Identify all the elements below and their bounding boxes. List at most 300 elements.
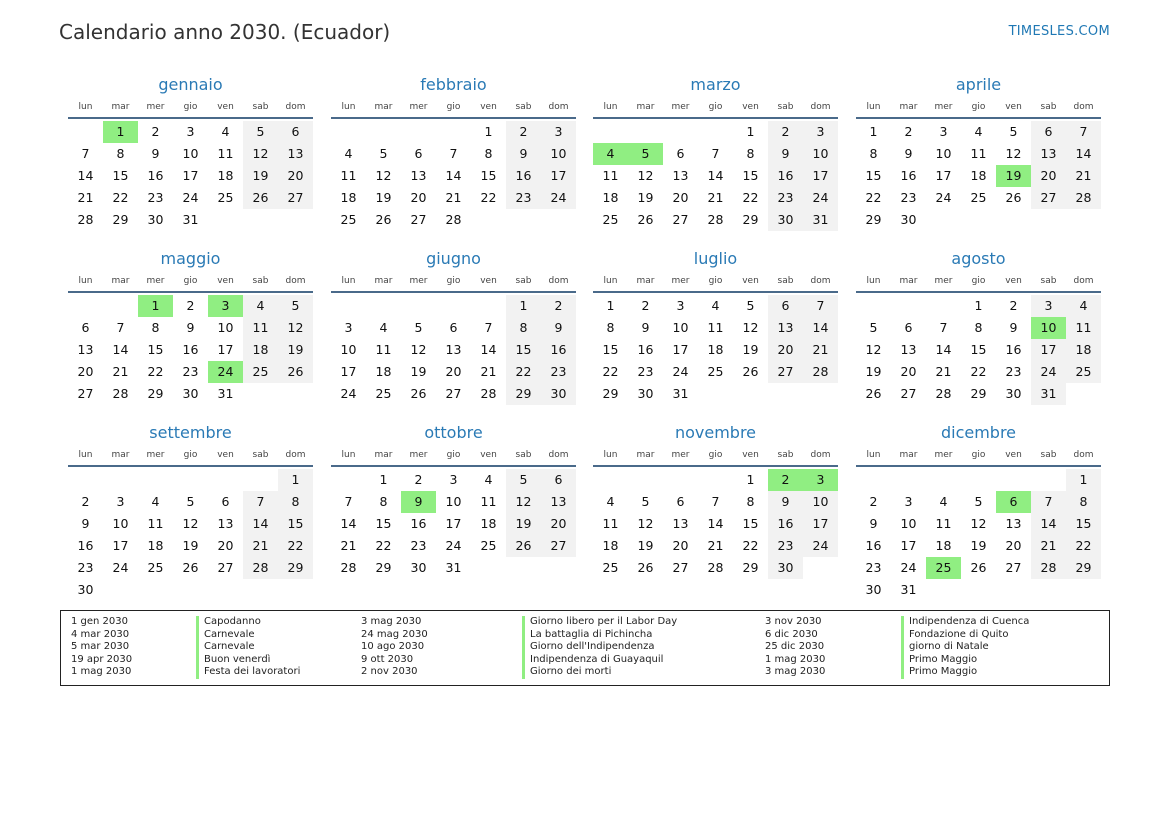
day-cell: 19 — [742, 342, 759, 357]
weekday-label: sab — [1040, 102, 1057, 112]
day-cell: 8 — [746, 146, 755, 161]
holiday-date: 24 mag 2030 — [361, 628, 428, 640]
weekday-label: dom — [548, 450, 569, 460]
weekday-label: ven — [217, 102, 234, 112]
day-cell: 14 — [707, 168, 724, 183]
site-link[interactable]: TIMESLES.COM — [1008, 24, 1110, 39]
day-cell: 9 — [869, 516, 878, 531]
day-cell: 28 — [1031, 557, 1066, 579]
empty-cell — [663, 469, 698, 491]
weekday-label: mar — [636, 450, 655, 460]
day-cell: 12 — [865, 342, 882, 357]
day-grid — [331, 465, 576, 579]
day-cell: 20 — [278, 165, 313, 187]
day-cell: 13 — [672, 516, 689, 531]
day-cell: 6 — [1031, 121, 1066, 143]
day-cell: 8 — [974, 320, 983, 335]
weekday-label: sab — [252, 276, 269, 286]
weekday-label: gio — [971, 102, 986, 112]
weekday-header — [593, 97, 838, 117]
empty-cell — [471, 295, 506, 317]
month-agosto — [856, 248, 1101, 405]
weekday-label: sab — [777, 450, 794, 460]
month-title: dicembre — [940, 423, 1017, 442]
empty-cell — [68, 121, 103, 143]
day-cell: 12 — [637, 168, 654, 183]
day-cell: 14 — [77, 168, 94, 183]
weekday-label: gio — [183, 450, 198, 460]
holiday-name: Giorno dell'Indipendenza — [530, 641, 655, 653]
day-cell: 7 — [116, 320, 125, 335]
day-cell: 12 — [1005, 146, 1022, 161]
day-cell: 11 — [480, 494, 497, 509]
day-cell: 26 — [375, 212, 392, 227]
weekday-label: lun — [866, 450, 881, 460]
day-cell: 1 — [1066, 469, 1101, 491]
day-cell: 15 — [112, 168, 129, 183]
empty-cell — [103, 469, 138, 491]
day-cell: 4 — [606, 494, 615, 509]
holiday-date: 3 mag 2030 — [765, 666, 826, 678]
day-cell: 5 — [243, 121, 278, 143]
day-cell: 16 — [147, 168, 164, 183]
day-cell: 12 — [243, 143, 278, 165]
day-cell: 22 — [742, 190, 759, 205]
weekday-label: lun — [78, 450, 93, 460]
day-cell: 26 — [1005, 190, 1022, 205]
month-title: ottobre — [424, 423, 483, 442]
day-cell: 23 — [637, 364, 654, 379]
day-cell: 26 — [637, 212, 654, 227]
weekday-label: mar — [899, 450, 918, 460]
day-cell: 9 — [541, 317, 576, 339]
day-cell: 30 — [768, 557, 803, 579]
weekday-label: ven — [742, 276, 759, 286]
day-cell: 23 — [865, 560, 882, 575]
holiday-name: Primo Maggio — [909, 666, 978, 678]
month-title: aprile — [955, 75, 1002, 94]
day-cell: 31 — [445, 560, 462, 575]
day-cell: 20 — [217, 538, 234, 553]
day-cell: 7 — [711, 494, 720, 509]
day-cell: 8 — [506, 317, 541, 339]
day-cell: 18 — [970, 168, 987, 183]
day-cell: 27 — [900, 386, 917, 401]
day-cell: 23 — [900, 190, 917, 205]
day-cell: 29 — [602, 386, 619, 401]
day-cell: 22 — [147, 364, 164, 379]
day-cell: 24 — [445, 538, 462, 553]
weekday-label: gio — [708, 276, 723, 286]
weekday-label: ven — [480, 102, 497, 112]
empty-cell — [208, 469, 243, 491]
day-cell: 4 — [221, 124, 230, 139]
day-cell: 19 — [506, 513, 541, 535]
day-cell: 4 — [379, 320, 388, 335]
day-cell: 24 — [182, 190, 199, 205]
day-cell: 29 — [147, 386, 164, 401]
weekday-label: lun — [78, 276, 93, 286]
empty-cell — [1031, 469, 1066, 491]
day-cell: 12 — [278, 317, 313, 339]
day-cell: 13 — [1031, 143, 1066, 165]
day-cell: 27 — [672, 560, 689, 575]
day-cell: 21 — [112, 364, 129, 379]
day-cell: 19 — [182, 538, 199, 553]
day-cell: 11 — [1066, 317, 1101, 339]
day-cell: 25 — [602, 560, 619, 575]
day-cell: 21 — [445, 190, 462, 205]
weekday-label: mer — [671, 276, 690, 286]
day-cell: 18 — [340, 190, 357, 205]
day-cell: 22 — [278, 535, 313, 557]
day-cell: 10 — [672, 320, 689, 335]
day-cell: 9 — [768, 491, 803, 513]
day-cell: 20 — [1005, 538, 1022, 553]
day-cell: 26 — [865, 386, 882, 401]
day-grid — [856, 117, 1101, 231]
day-cell: 13 — [541, 491, 576, 513]
day-cell: 3 — [803, 121, 838, 143]
day-cell: 4 — [1066, 295, 1101, 317]
day-grid — [68, 465, 313, 601]
day-cell: 12 — [410, 342, 427, 357]
weekday-label: mer — [934, 276, 953, 286]
day-cell: 13 — [445, 342, 462, 357]
day-cell: 31 — [803, 209, 838, 231]
day-cell: 10 — [340, 342, 357, 357]
weekday-header — [331, 271, 576, 291]
day-cell: 24 — [803, 535, 838, 557]
day-cell: 16 — [1005, 342, 1022, 357]
weekday-label: mar — [111, 102, 130, 112]
day-cell: 20 — [672, 538, 689, 553]
day-cell: 2 — [768, 121, 803, 143]
day-cell: 27 — [278, 187, 313, 209]
day-cell: 21 — [77, 190, 94, 205]
day-cell: 10 — [112, 516, 129, 531]
day-cell: 22 — [865, 190, 882, 205]
day-cell: 17 — [900, 538, 917, 553]
day-cell: 1 — [974, 298, 983, 313]
day-cell: 1 — [869, 124, 878, 139]
day-cell: 20 — [445, 364, 462, 379]
day-cell: 5 — [506, 469, 541, 491]
holiday-name: Buon venerdì — [204, 653, 271, 665]
day-cell: 5 — [1009, 124, 1018, 139]
holiday-day-cell: 10 — [1031, 317, 1066, 339]
empty-cell — [996, 469, 1031, 491]
month-title: agosto — [951, 249, 1006, 268]
day-cell: 24 — [672, 364, 689, 379]
day-grid — [68, 291, 313, 405]
day-cell: 2 — [641, 298, 650, 313]
weekday-label: lun — [341, 450, 356, 460]
day-cell: 7 — [939, 320, 948, 335]
holiday-day-cell: 19 — [996, 165, 1031, 187]
weekday-label: dom — [810, 450, 831, 460]
weekday-label: sab — [1040, 450, 1057, 460]
weekday-label: mer — [934, 102, 953, 112]
day-cell: 23 — [1005, 364, 1022, 379]
weekday-label: lun — [341, 102, 356, 112]
empty-cell — [401, 121, 436, 143]
day-cell: 17 — [112, 538, 129, 553]
day-cell: 10 — [541, 143, 576, 165]
day-cell: 17 — [935, 168, 952, 183]
day-cell: 30 — [637, 386, 654, 401]
day-cell: 3 — [939, 124, 948, 139]
day-cell: 3 — [676, 298, 685, 313]
month-title: gennaio — [158, 75, 223, 94]
day-cell: 15 — [865, 168, 882, 183]
weekday-label: lun — [603, 276, 618, 286]
day-cell: 19 — [970, 538, 987, 553]
day-cell: 20 — [77, 364, 94, 379]
day-cell: 11 — [707, 320, 724, 335]
weekday-label: lun — [866, 102, 881, 112]
weekday-label: mer — [409, 276, 428, 286]
day-cell: 2 — [506, 121, 541, 143]
day-cell: 21 — [707, 538, 724, 553]
day-cell: 13 — [900, 342, 917, 357]
empty-cell — [331, 295, 366, 317]
empty-cell — [628, 469, 663, 491]
month-title: marzo — [690, 75, 741, 94]
day-cell: 15 — [970, 342, 987, 357]
day-cell: 15 — [480, 168, 497, 183]
day-cell: 4 — [711, 298, 720, 313]
day-cell: 21 — [935, 364, 952, 379]
day-cell: 28 — [1066, 187, 1101, 209]
weekday-label: dom — [285, 450, 306, 460]
day-cell: 25 — [243, 361, 278, 383]
weekday-header — [68, 271, 313, 291]
day-cell: 14 — [480, 342, 497, 357]
day-cell: 2 — [81, 494, 90, 509]
weekday-label: mer — [934, 450, 953, 460]
weekday-label: dom — [810, 102, 831, 112]
day-cell: 22 — [375, 538, 392, 553]
empty-cell — [138, 469, 173, 491]
day-cell: 26 — [637, 560, 654, 575]
day-cell: 17 — [340, 364, 357, 379]
day-cell: 25 — [602, 212, 619, 227]
empty-cell — [68, 469, 103, 491]
empty-cell — [698, 121, 733, 143]
day-cell: 28 — [707, 212, 724, 227]
day-cell: 4 — [974, 124, 983, 139]
holiday-day-cell: 25 — [926, 557, 961, 579]
day-cell: 20 — [541, 513, 576, 535]
day-cell: 19 — [243, 165, 278, 187]
day-cell: 12 — [637, 516, 654, 531]
day-cell: 25 — [707, 364, 724, 379]
empty-cell — [103, 295, 138, 317]
day-cell: 19 — [865, 364, 882, 379]
holiday-names-column — [522, 616, 677, 679]
day-cell: 27 — [77, 386, 94, 401]
day-cell: 10 — [803, 491, 838, 513]
weekday-label: lun — [603, 450, 618, 460]
weekday-header — [856, 271, 1101, 291]
day-cell: 29 — [375, 560, 392, 575]
weekday-label: sab — [252, 102, 269, 112]
day-cell: 6 — [676, 494, 685, 509]
day-cell: 28 — [803, 361, 838, 383]
day-cell: 28 — [112, 386, 129, 401]
day-cell: 26 — [278, 361, 313, 383]
day-cell: 12 — [742, 320, 759, 335]
weekday-label: ven — [1005, 102, 1022, 112]
weekday-label: gio — [183, 276, 198, 286]
weekday-label: sab — [1040, 276, 1057, 286]
weekday-label: sab — [515, 450, 532, 460]
day-cell: 13 — [410, 168, 427, 183]
weekday-label: ven — [742, 450, 759, 460]
day-cell: 5 — [746, 298, 755, 313]
day-cell: 26 — [742, 364, 759, 379]
day-cell: 21 — [480, 364, 497, 379]
day-cell: 18 — [480, 516, 497, 531]
day-cell: 14 — [803, 317, 838, 339]
holiday-date: 9 ott 2030 — [361, 653, 414, 665]
day-cell: 19 — [637, 538, 654, 553]
month-luglio — [593, 248, 838, 405]
day-cell: 22 — [506, 361, 541, 383]
empty-cell — [331, 121, 366, 143]
month-ottobre — [331, 422, 576, 579]
holiday-day-cell: 5 — [628, 143, 663, 165]
day-cell: 12 — [970, 516, 987, 531]
day-cell: 17 — [803, 513, 838, 535]
weekday-label: mar — [111, 450, 130, 460]
day-cell: 14 — [1031, 513, 1066, 535]
empty-cell — [366, 295, 401, 317]
day-cell: 28 — [445, 212, 462, 227]
weekday-header — [331, 445, 576, 465]
holiday-date: 3 nov 2030 — [765, 616, 822, 627]
day-grid — [593, 291, 838, 405]
day-cell: 6 — [81, 320, 90, 335]
holiday-date: 3 mag 2030 — [361, 616, 422, 627]
holiday-date: 5 mar 2030 — [71, 641, 130, 653]
weekday-label: mar — [636, 276, 655, 286]
day-cell: 7 — [711, 146, 720, 161]
day-cell: 11 — [602, 516, 619, 531]
day-cell: 17 — [541, 165, 576, 187]
weekday-label: mer — [409, 450, 428, 460]
day-cell: 1 — [746, 472, 755, 487]
day-cell: 16 — [768, 513, 803, 535]
day-cell: 20 — [410, 190, 427, 205]
weekday-label: mar — [899, 276, 918, 286]
day-cell: 2 — [1009, 298, 1018, 313]
weekday-label: ven — [1005, 450, 1022, 460]
holiday-date: 19 apr 2030 — [71, 653, 133, 665]
day-cell: 29 — [970, 386, 987, 401]
holiday-day-cell: 24 — [208, 361, 243, 383]
holiday-dates-column — [765, 616, 825, 679]
day-cell: 30 — [1005, 386, 1022, 401]
weekday-label: gio — [708, 102, 723, 112]
day-cell: 7 — [484, 320, 493, 335]
day-cell: 7 — [81, 146, 90, 161]
holiday-day-cell: 3 — [208, 295, 243, 317]
day-cell: 30 — [865, 582, 882, 597]
day-cell: 10 — [217, 320, 234, 335]
day-cell: 10 — [803, 143, 838, 165]
day-cell: 28 — [480, 386, 497, 401]
weekday-label: dom — [810, 276, 831, 286]
weekday-label: ven — [217, 276, 234, 286]
month-febbraio — [331, 74, 576, 231]
holiday-name: Indipendenza di Cuenca — [909, 616, 1030, 627]
weekday-label: dom — [285, 276, 306, 286]
day-cell: 8 — [484, 146, 493, 161]
day-cell: 26 — [970, 560, 987, 575]
empty-cell — [366, 121, 401, 143]
empty-cell — [436, 121, 471, 143]
empty-cell — [961, 469, 996, 491]
day-cell: 30 — [541, 383, 576, 405]
empty-cell — [698, 469, 733, 491]
day-cell: 4 — [344, 146, 353, 161]
empty-cell — [593, 469, 628, 491]
day-cell: 15 — [742, 168, 759, 183]
holiday-day-cell: 1 — [138, 295, 173, 317]
day-cell: 2 — [904, 124, 913, 139]
day-cell: 25 — [375, 386, 392, 401]
day-cell: 21 — [1066, 165, 1101, 187]
day-cell: 31 — [182, 212, 199, 227]
weekday-header — [331, 97, 576, 117]
day-cell: 28 — [935, 386, 952, 401]
day-cell: 2 — [541, 295, 576, 317]
day-cell: 15 — [506, 339, 541, 361]
day-cell: 1 — [278, 469, 313, 491]
day-cell: 23 — [506, 187, 541, 209]
month-title: settembre — [149, 423, 232, 442]
weekday-label: dom — [548, 102, 569, 112]
weekday-label: mer — [146, 102, 165, 112]
day-cell: 17 — [1031, 339, 1066, 361]
weekday-label: ven — [742, 102, 759, 112]
day-cell: 19 — [410, 364, 427, 379]
weekday-label: gio — [971, 276, 986, 286]
day-cell: 5 — [641, 494, 650, 509]
weekday-label: mar — [374, 102, 393, 112]
holiday-names-column — [901, 616, 1029, 679]
day-grid — [331, 291, 576, 405]
day-cell: 30 — [182, 386, 199, 401]
holiday-list — [60, 610, 1110, 686]
day-cell: 9 — [1009, 320, 1018, 335]
day-cell: 27 — [541, 535, 576, 557]
day-cell: 13 — [278, 143, 313, 165]
holiday-name: La battaglia di Pichincha — [530, 628, 653, 640]
weekday-label: mer — [671, 102, 690, 112]
day-cell: 27 — [672, 212, 689, 227]
day-cell: 13 — [672, 168, 689, 183]
holiday-day-cell: 2 — [768, 469, 803, 491]
day-cell: 3 — [541, 121, 576, 143]
day-cell: 9 — [81, 516, 90, 531]
day-cell: 14 — [112, 342, 129, 357]
weekday-label: gio — [183, 102, 198, 112]
day-cell: 25 — [217, 190, 234, 205]
day-cell: 27 — [410, 212, 427, 227]
